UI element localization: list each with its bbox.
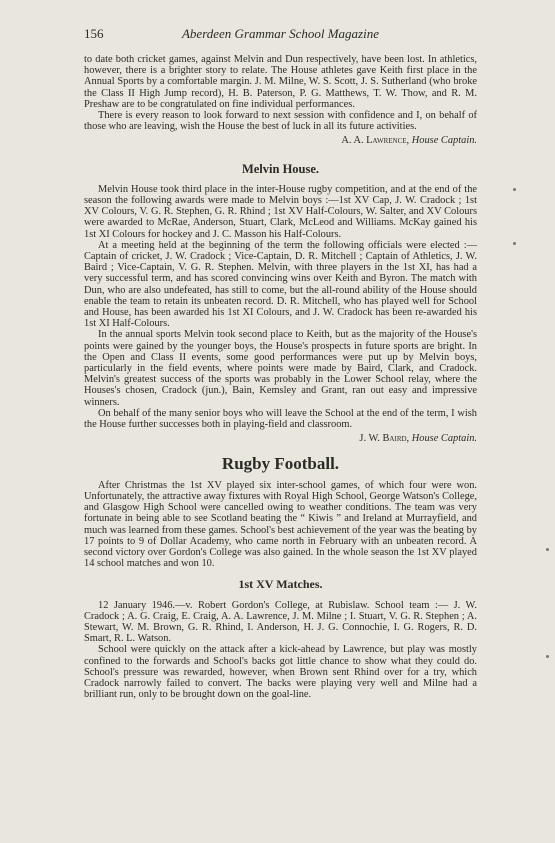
paragraph: At a meeting held at the beginning of the term the following officials were elected :—Captain of cricket, J. W. Cradock ; Vice-Captain, D. R. Mitchell ; Captain of Athletics, J. W. Baird ; Vice-Captain, V. G. R. Stephen. Melvin, with three players in the 1st XI, has had a very successful term, and has scored convincing wins over Keith and Byron. The match with Dun, who are also undefeated, has still to come, but the all-round ability of the House should enable the team to retain its unbeaten record. D. R. Mitchell, who has played well for School and House, has been awarded his 1st XI Colours, and J. W. Cradock has been re-awarded his 1st XI Half-Colours. — [84, 239, 477, 330]
keith-house-section — [84, 54, 477, 147]
signature — [84, 433, 477, 444]
signature-name: J. W. Baird, — [359, 433, 410, 445]
page-body — [84, 54, 477, 700]
page-number: 156 — [84, 26, 104, 41]
section-heading: Rugby Football. — [221, 453, 340, 473]
first-xv-matches-section — [84, 579, 477, 700]
page-header — [84, 26, 477, 42]
melvin-house-section — [84, 161, 477, 445]
margin-speck — [513, 188, 516, 191]
paragraph: Melvin House took third place in the inter-House rugby competition, and at the end of the season the following awards were made to Melvin boys :—1st XV Cap, J. W. Cradock ; 1st XV Colours, V. G. R. Stephen, G. R. Rhind ; 1st XV Half-Colours, W. Salter, and XV Colours were awarded to McRae, Anderson, Stuart, Clark, McLeod and Williams. McKay gained his 1st XI Colours for hockey and J. C. Masson his Half-Colours. — [84, 183, 477, 240]
paragraph: On behalf of the many senior boys who will leave the School at the end of the term, I wish the House further successes both in playing-field and classroom. — [84, 407, 477, 431]
margin-speck — [513, 242, 516, 245]
margin-speck — [546, 548, 549, 551]
signature-title: House Captain. — [411, 135, 477, 147]
section-heading: Melvin House. — [241, 161, 320, 176]
margin-speck — [546, 655, 549, 658]
running-head: Aberdeen Grammar School Magazine — [181, 26, 379, 41]
signature — [84, 135, 477, 146]
paragraph: In the annual sports Melvin took second place to Keith, but as the majority of the House's points were gained by the younger boys, the House's prospects in future sports are bright. In the Open and Class II events, some good performances were put up by Melvin boys, particularly in the field events, where points were made by Baird, Clark, and Cradock. Melvin's greatest success of the sports was probably in the Lower School relay, where the Houses's chosen, Cradock (jun.), Bain, Kemsley and Grant, ran out easy and impressive winners. — [84, 329, 477, 408]
signature-title: House Captain. — [411, 433, 477, 445]
section-heading: 1st XV Matches. — [238, 577, 323, 592]
paragraph: to date both cricket games, against Melvin and Dun respectively, have been lost. In athletics, however, there is a brighter story to relate. The House athletes gave Keith first place in the Annual Sports by a comfortable margin. J. M. Milne, W. S. Scott, J. S. Sutherland (who broke the Class II High Jump record), H. B. Paterson, P. G. Matthews, T. W. Thow, and R. M. Preshaw are to be congratulated on fine individual performances. — [84, 54, 477, 110]
paragraph: School were quickly on the attack after a kick-ahead by Lawrence, but play was mostly confined to the forwards and School's backs got little chance to show what they could do. School's pressure was rewarded, however, when Brown sent Rhind over for a try, which Cradock narrowly failed to convert. The backs were playing very well and Milne had a brilliant run, only to be brought down on the goal-line. — [84, 644, 477, 701]
paragraph: 12 January 1946.—v. Robert Gordon's College, at Rubislaw. School team :— J. W. Cradock ; A. G. Craig, E. Craig, A. A. Lawrence, J. M. Milne ; I. Stuart, V. G. R. Stephen ; A. Stewart, W. M. Brown, G. R. Rhind, I. Anderson, H. J. G. Connochie, I. G. Rogers, R. D. Smart, R. L. Watson. — [84, 599, 477, 645]
paragraph: There is every reason to look forward to next session with confidence and I, on behalf of those who are leaving, wish the House the best of luck in all its future activities. — [84, 110, 477, 133]
rugby-football-section — [84, 453, 477, 570]
signature-name: A. A. Lawrence, — [341, 135, 410, 147]
paragraph: After Christmas the 1st XV played six inter-school games, of which four were won. Unfortunately, the attractive away fixtures with Royal High School, George Watson's College, and Glasgow High School were cancelled owing to weather conditions. The team was very fortunate in being able to see Scotland beating the “ Kiwis ” and Ireland at Murrayfield, and much was learned from these games. School's best achievement of the year was the beating by 17 points to 9 of Dollar Academy, who came north in February with an unbeaten record. A second victory over Gordon's College was also gained. In the whole season the 1st XV played 14 school matches and won 10. — [84, 479, 477, 570]
